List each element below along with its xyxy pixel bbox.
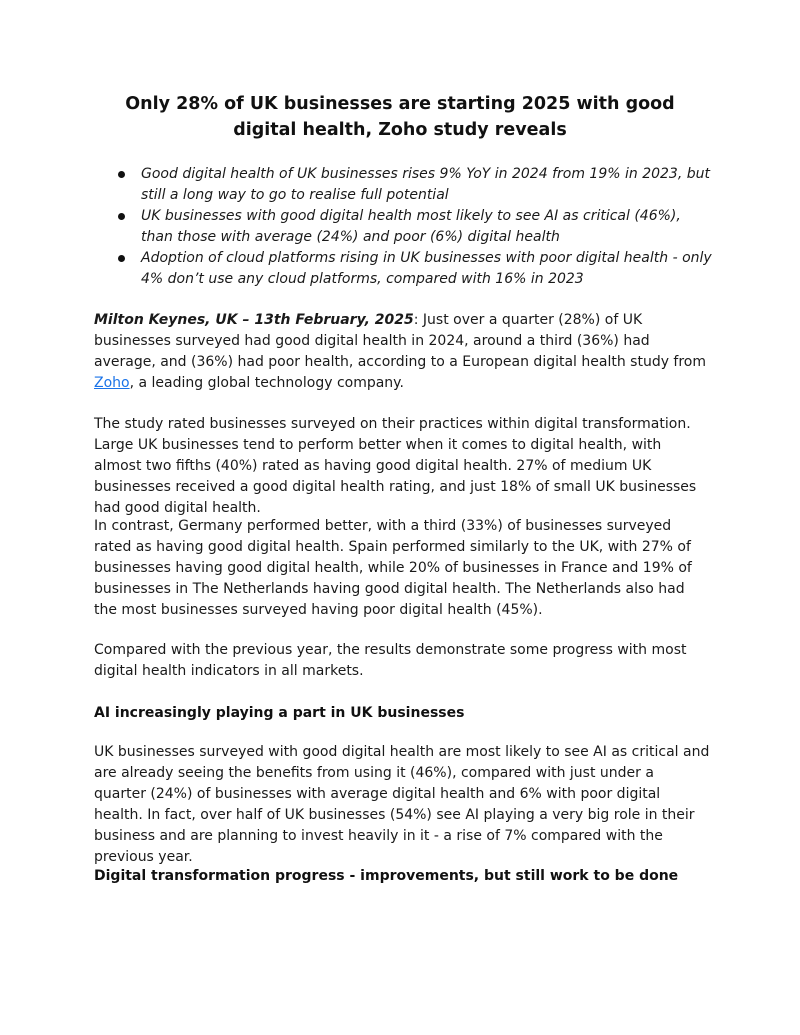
key-point [116, 248, 716, 290]
bullet-dot-icon [118, 255, 125, 262]
zoho-link[interactable]: Zoho [94, 375, 130, 391]
paragraph-ai: UK businesses surveyed with good digital health are most likely to see AI as critical and are already seeing the benefits from using it (46%), compared with just under a quarter (24%) of businesses with average digital health and 6% with poor digital health. In fact, over half of UK businesses (54%) see AI playing a very big role in their business and are planning to invest heavily in it - a rise of 7% compared with the previous year. [94, 744, 710, 865]
bullet-dot-icon [118, 213, 125, 220]
key-point-text: Adoption of cloud platforms rising in UK businesses with poor digital health - only 4% don’t use any cloud platforms, compared with 16% in 2023 [141, 250, 712, 287]
key-point-text: Good digital health of UK businesses rises 9% YoY in 2024 from 19% in 2023, but still a long way to go to realise full potential [141, 166, 710, 203]
dateline: Milton Keynes, UK – 13th February, 2025 [94, 312, 414, 328]
paragraph-country-comparison: In contrast, Germany performed better, with a third (33%) of businesses surveyed rated as having good digital health. Spain performed similarly to the UK, with 27% of businesses having good digital health, while 20% of businesses in France and 19% of businesses in The Netherlands having good digital health. The Netherlands also had the most businesses surveyed having poor digital health (45%). [94, 518, 692, 618]
key-point-text: UK businesses with good digital health most likely to see AI as critical (46%), than those with average (24%) and poor (6%) digital health [141, 208, 681, 245]
key-point [116, 164, 716, 206]
paragraph-progress: Compared with the previous year, the results demonstrate some progress with most digital health indicators in all markets. [94, 642, 687, 679]
section-heading-progress: Digital transformation progress - improvements, but still work to be done [94, 868, 679, 884]
intro-text-after-link: , a leading global technology company. [129, 375, 404, 391]
paragraph-study-ratings: The study rated businesses surveyed on their practices within digital transformation. Large UK businesses tend to perform better when it comes to digital health, with almost two fifths (40%) rated as having good digital health. 27% of medium UK businesses received a good digital health rating, and just 18% of small UK businesses had good digital health. [94, 416, 697, 516]
key-point [116, 206, 716, 248]
bullet-dot-icon [118, 171, 125, 178]
section-heading-ai: AI increasingly playing a part in UK businesses [94, 705, 465, 721]
page-title: Only 28% of UK businesses are starting 2025 with good digital health, Zoho study reveals [125, 94, 675, 140]
key-points-list [116, 164, 716, 290]
intro-text-before-link: : Just over a quarter (28%) of UK businesses surveyed had good digital health in 2024, around a third (36%) had average, and (36%) had poor health, according to a European digital health study from [94, 312, 707, 370]
intro-paragraph [94, 310, 710, 394]
